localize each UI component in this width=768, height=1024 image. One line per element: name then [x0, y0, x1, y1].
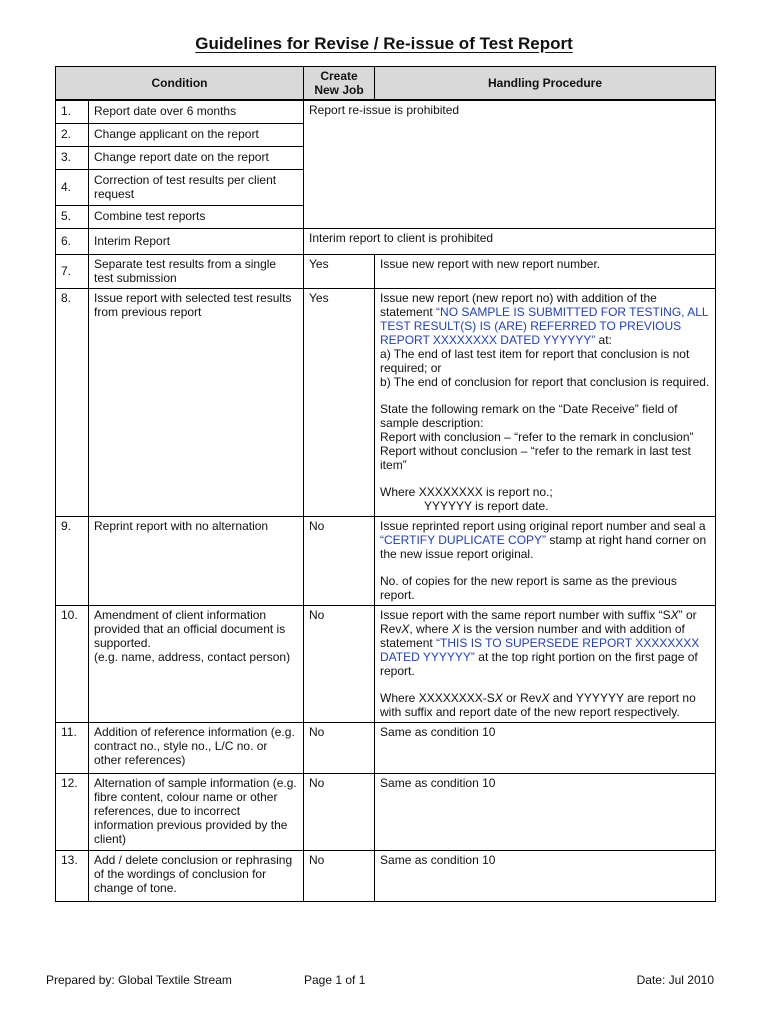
- row-new-job: No: [304, 850, 375, 901]
- procedure-text: Issue report with the same report number with suffix “S: [380, 607, 671, 622]
- guidelines-table: [55, 66, 716, 902]
- row-condition: Separate test results from a single test submission: [89, 254, 304, 288]
- row-number: 3.: [56, 146, 89, 169]
- table-header-row: [56, 67, 716, 101]
- reissue-prohibited-text: Report re-issue is prohibited: [309, 103, 460, 117]
- row-number: 9.: [56, 516, 89, 605]
- table-row: [56, 254, 716, 288]
- version-variable: X: [452, 621, 461, 636]
- condition-text: Amendment of client information provided that an official document is supported.: [94, 607, 286, 650]
- row-procedure: Same as condition 10: [375, 722, 716, 773]
- version-variable: X: [494, 690, 503, 705]
- row-condition: Issue report with selected test results from previous report: [89, 288, 304, 516]
- row-new-job: No: [304, 722, 375, 773]
- version-variable: X: [401, 621, 410, 636]
- row-number: 8.: [56, 288, 89, 516]
- interim-prohibited-text: Interim report to client is prohibited: [309, 230, 494, 245]
- table-row: [56, 288, 716, 516]
- row-condition: Alternation of sample information (e.g. fibre content, colour name or other references, due to incorrect information previous provided by the client): [89, 773, 304, 850]
- row-new-job: Yes: [304, 288, 375, 516]
- row-number: 1.: [56, 100, 89, 123]
- row-procedure: [375, 516, 716, 605]
- blue-statement: “CERTIFY DUPLICATE COPY”: [380, 532, 547, 547]
- row-procedure: Same as condition 10: [375, 850, 716, 901]
- row-condition: Add / delete conclusion or rephrasing of the wordings of conclusion for change of tone.: [89, 850, 304, 901]
- row-procedure: Same as condition 10: [375, 773, 716, 850]
- procedure-text: Report with conclusion – “refer to the remark in conclusion”: [380, 429, 694, 444]
- header-create-new-job: Create New Job: [304, 67, 375, 101]
- row-number: 7.: [56, 254, 89, 288]
- table-row: [56, 605, 716, 722]
- interim-prohibited-cell: [304, 228, 716, 254]
- procedure-text: Issue new report (new report no) with addition of the statement: [380, 290, 657, 319]
- row-condition: Correction of test results per client request: [89, 169, 304, 205]
- header-handling-procedure: Handling Procedure: [375, 67, 716, 101]
- table-row: [56, 773, 716, 850]
- row-number: 5.: [56, 205, 89, 228]
- row-number: 4.: [56, 169, 89, 205]
- procedure-text: , where: [409, 621, 453, 636]
- table-row: [56, 228, 716, 254]
- row-condition: Addition of reference information (e.g. contract no., style no., L/C no. or other references): [89, 722, 304, 773]
- procedure-text: Report without conclusion – “refer to the remark in last test item”: [380, 443, 691, 472]
- procedure-text: Where XXXXXXXX-S: [380, 690, 495, 705]
- version-variable: X: [670, 607, 679, 622]
- row-condition: Change applicant on the report: [89, 123, 304, 146]
- row-condition: [89, 605, 304, 722]
- row-number: 12.: [56, 773, 89, 850]
- procedure-text: at:: [595, 332, 612, 347]
- procedure-text: State the following remark on the “Date Receive” field of sample description:: [380, 401, 678, 430]
- row-number: 13.: [56, 850, 89, 901]
- row-number: 6.: [56, 228, 89, 254]
- footer-date: Date: Jul 2010: [636, 973, 714, 987]
- table-row: [56, 516, 716, 605]
- page-title: Guidelines for Revise / Re-issue of Test Report: [195, 34, 573, 53]
- row-condition: Report date over 6 months: [89, 100, 304, 123]
- blue-statement: “THIS IS TO SUPERSEDE REPORT XXXXXXXX DATED YYYYYY”: [380, 635, 700, 664]
- procedure-text: and YYYYYY are report no with suffix and report date of the new report respectively.: [380, 690, 696, 719]
- footer-page-number: Page 1 of 1: [304, 973, 366, 987]
- procedure-text: YYYYYY is report date.: [424, 498, 549, 513]
- procedure-text: Where XXXXXXXX is report no.;: [380, 484, 553, 499]
- condition-example: (e.g. name, address, contact person): [94, 649, 291, 664]
- blue-statement: “NO SAMPLE IS SUBMITTED FOR TESTING, ALL TEST RESULT(S) IS (ARE) REFERRED TO PREVIOUS REPORT XXXXXXXX DATED YYYYYY”: [380, 304, 709, 347]
- procedure-text: is the version number and with addition of statement: [380, 621, 685, 650]
- procedure-text: at the top right portion on the first page of report.: [380, 649, 698, 678]
- row-condition: Interim Report: [89, 228, 304, 254]
- reissue-prohibited-cell: [304, 100, 716, 228]
- procedure-text: or Rev: [502, 690, 542, 705]
- table-row: [56, 722, 716, 773]
- row-new-job: Yes: [304, 254, 375, 288]
- procedure-text: a) The end of last test item for report that conclusion is not required; or: [380, 346, 690, 375]
- procedure-text: stamp at right hand corner on the new issue report original.: [380, 532, 707, 561]
- row-number: 2.: [56, 123, 89, 146]
- row-procedure: [375, 605, 716, 722]
- row-procedure: Issue new report with new report number.: [375, 254, 716, 288]
- procedure-text: No. of copies for the new report is same as the previous report.: [380, 573, 677, 602]
- header-condition: Condition: [56, 67, 304, 101]
- row-new-job: No: [304, 605, 375, 722]
- procedure-text: b) The end of conclusion for report that conclusion is required.: [380, 374, 710, 389]
- row-number: 11.: [56, 722, 89, 773]
- row-number: 10.: [56, 605, 89, 722]
- procedure-text: Issue reprinted report using original report number and seal a: [380, 518, 706, 533]
- row-condition: Combine test reports: [89, 205, 304, 228]
- version-variable: X: [541, 690, 550, 705]
- row-new-job: No: [304, 773, 375, 850]
- row-new-job: No: [304, 516, 375, 605]
- row-condition: Reprint report with no alternation: [89, 516, 304, 605]
- row-condition: Change report date on the report: [89, 146, 304, 169]
- footer-prepared-by: Prepared by: Global Textile Stream: [46, 973, 232, 987]
- table-row: [56, 850, 716, 901]
- procedure-text: ” or Rev: [380, 607, 697, 636]
- row-procedure: [375, 288, 716, 516]
- table-row: [56, 100, 716, 123]
